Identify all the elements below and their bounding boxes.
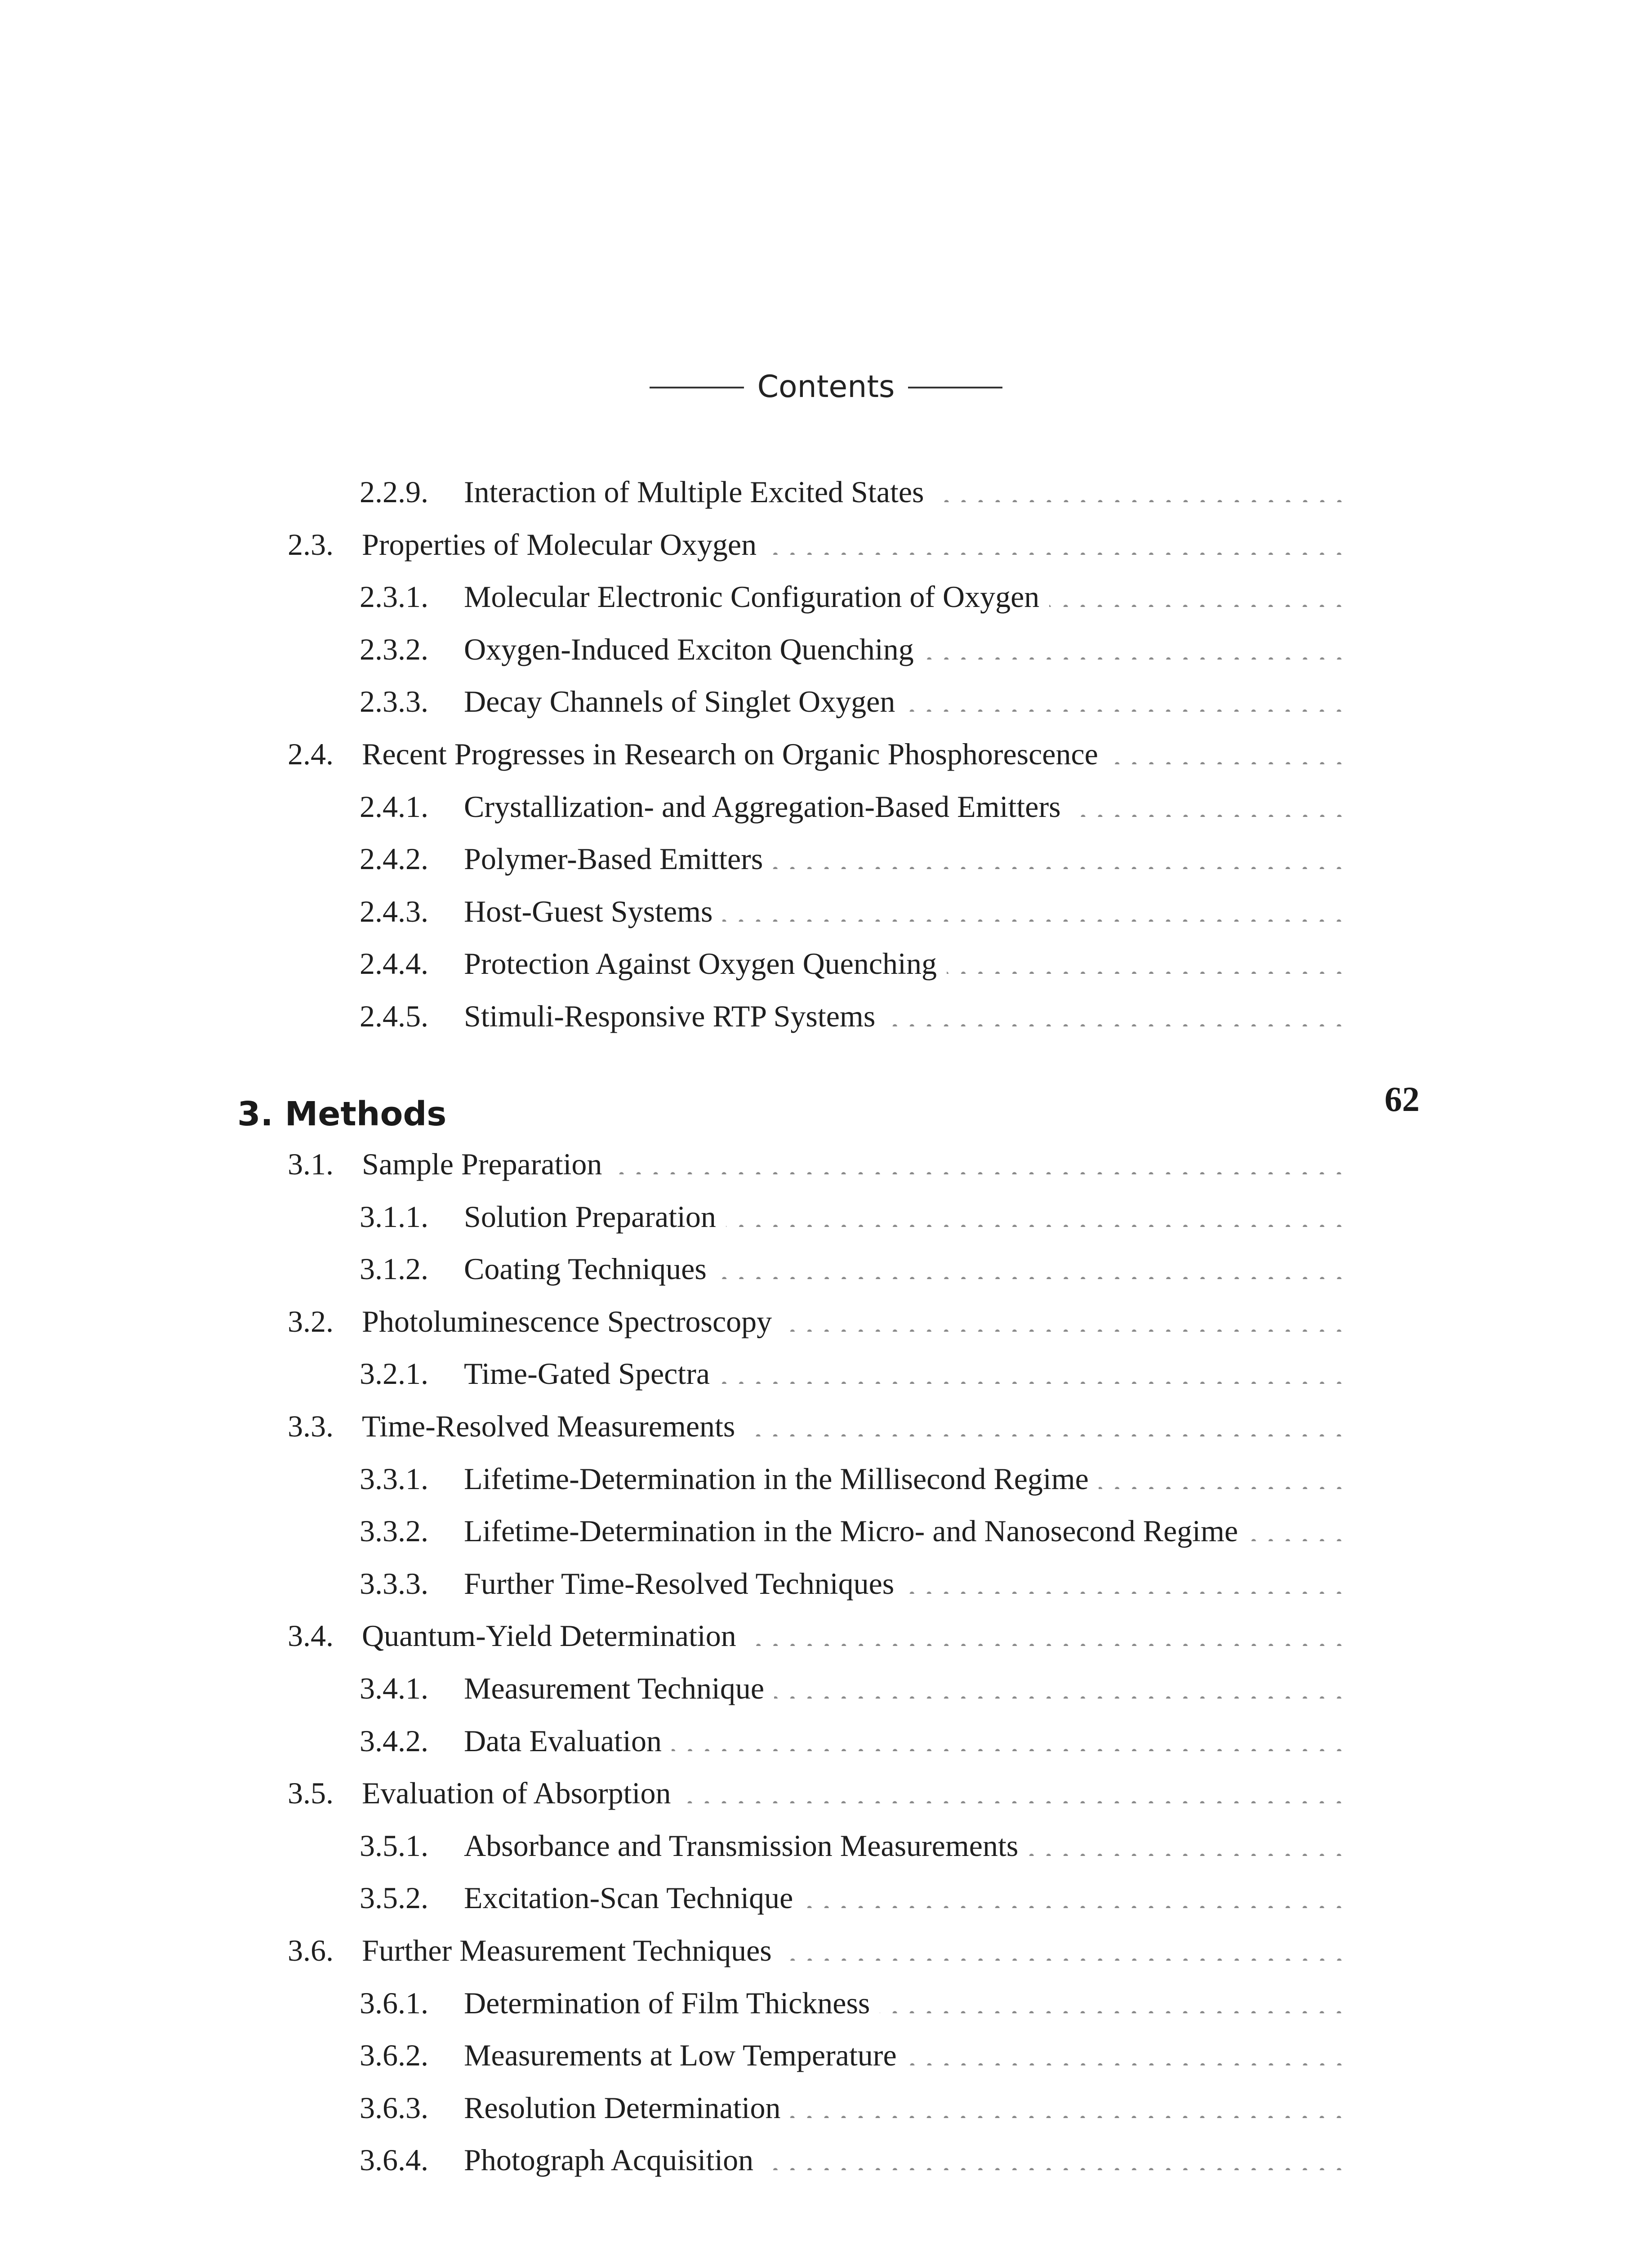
toc-entry-title: Decay Channels of Singlet Oxygen <box>464 684 895 719</box>
toc-entry-number: 2.3.3. <box>360 684 428 719</box>
toc-entry[interactable] <box>360 632 1348 677</box>
dot-leader <box>672 1724 1348 1751</box>
dot-leader <box>717 1252 1348 1279</box>
chapter-title: Methods <box>285 1095 447 1133</box>
chapter-page-number: 62 <box>1385 1079 1420 1119</box>
toc-entry-title: Absorbance and Transmission Measurements <box>464 1828 1019 1863</box>
toc-entry-title: Lifetime-Determination in the Millisecond Regime <box>464 1461 1089 1496</box>
toc-entry-title: Excitation-Scan Technique <box>464 1881 793 1915</box>
toc-entry-number: 3.4.1. <box>360 1671 428 1705</box>
toc-entry[interactable] <box>360 684 1348 729</box>
dot-leader <box>905 685 1348 712</box>
toc-entry[interactable] <box>288 1409 1348 1454</box>
toc-entry-title: Properties of Molecular Oxygen <box>362 527 757 562</box>
dot-leader <box>904 1567 1348 1594</box>
running-header-title: Contents <box>757 369 895 405</box>
dot-leader <box>726 1200 1348 1227</box>
dot-leader <box>880 1986 1348 2013</box>
toc-entry-number: 3.3.3. <box>360 1566 428 1601</box>
toc-entry-number: 2.4.5. <box>360 999 428 1033</box>
toc-entry[interactable] <box>360 1461 1348 1506</box>
dot-leader <box>907 2038 1348 2065</box>
toc-entry-title: Coating Techniques <box>464 1252 707 1286</box>
toc-entry[interactable] <box>360 946 1348 991</box>
dot-leader <box>746 1619 1348 1646</box>
toc-entry[interactable] <box>360 1199 1348 1244</box>
toc-entry-title: Crystallization- and Aggregation-Based Emitters <box>464 789 1061 824</box>
toc-entry-title: Polymer-Based Emitters <box>464 842 763 876</box>
toc-entry[interactable] <box>360 474 1348 519</box>
dot-leader <box>947 947 1348 974</box>
toc-entry[interactable] <box>288 1775 1348 1820</box>
dot-leader <box>774 1672 1348 1699</box>
toc-entry-title: Resolution Determination <box>464 2090 781 2125</box>
toc-entry-number: 3.1.1. <box>360 1199 428 1234</box>
dot-leader <box>924 633 1348 660</box>
toc-entry-number: 3.3.2. <box>360 1514 428 1548</box>
toc-entry-number: 3.5.1. <box>360 1828 428 1863</box>
toc-entry-title: Protection Against Oxygen Quenching <box>464 946 937 981</box>
toc-entry[interactable] <box>360 1671 1348 1716</box>
chapter-heading[interactable] <box>237 1095 446 1133</box>
toc-entry-number: 2.4.2. <box>360 842 428 876</box>
toc-entry[interactable] <box>360 1880 1348 1925</box>
toc-entry[interactable] <box>288 1304 1348 1349</box>
toc-entry-title: Stimuli-Responsive RTP Systems <box>464 999 876 1033</box>
toc-entry-title: Measurement Technique <box>464 1671 765 1705</box>
dot-leader <box>1049 580 1348 607</box>
toc-entry-number: 3.3. <box>288 1409 334 1443</box>
toc-entry[interactable] <box>288 736 1348 781</box>
toc-entry[interactable] <box>288 527 1348 572</box>
toc-entry-number: 3.6. <box>288 1933 334 1967</box>
dot-leader <box>766 528 1348 555</box>
dot-leader <box>773 842 1348 869</box>
dot-leader <box>782 1305 1348 1332</box>
toc-entry-number: 3.4.2. <box>360 1723 428 1758</box>
toc-entry-number: 3.4. <box>288 1619 334 1653</box>
dot-leader <box>612 1147 1348 1174</box>
toc-entry[interactable] <box>360 2038 1348 2083</box>
toc-entry[interactable] <box>360 1251 1348 1296</box>
toc-entry-title: Time-Resolved Measurements <box>362 1409 735 1443</box>
toc-entry-title: Measurements at Low Temperature <box>464 2038 897 2073</box>
toc-entry-number: 3.1. <box>288 1147 334 1181</box>
toc-entry-number: 3.5. <box>288 1776 334 1811</box>
toc-entry[interactable] <box>360 1723 1348 1768</box>
toc-entry[interactable] <box>288 1146 1348 1191</box>
chapter-number: 3. <box>237 1095 273 1133</box>
toc-entry-number: 2.3.2. <box>360 632 428 666</box>
toc-entry-title: Sample Preparation <box>362 1147 602 1181</box>
toc-entry-title: Quantum-Yield Determination <box>362 1619 736 1653</box>
toc-entry-number: 2.4. <box>288 737 334 771</box>
dot-leader <box>1071 790 1348 817</box>
toc-entry-number: 2.4.3. <box>360 894 428 928</box>
toc-entry-number: 3.5.2. <box>360 1881 428 1915</box>
toc-entry-title: Molecular Electronic Configuration of Oxygen <box>464 580 1040 614</box>
toc-entry-title: Host-Guest Systems <box>464 894 713 928</box>
toc-entry-number: 3.6.1. <box>360 1985 428 2020</box>
toc-entry[interactable] <box>288 1933 1348 1978</box>
toc-entry[interactable] <box>360 1985 1348 2030</box>
toc-entry-number: 2.3. <box>288 527 334 562</box>
toc-entry-number: 3.2. <box>288 1304 334 1338</box>
toc-entry-title: Further Measurement Techniques <box>362 1933 772 1967</box>
dot-leader <box>934 475 1348 502</box>
toc-entry-title: Oxygen-Induced Exciton Quenching <box>464 632 914 666</box>
dot-leader <box>763 2143 1348 2170</box>
dot-leader <box>720 1357 1348 1384</box>
toc-entry-number: 2.4.1. <box>360 789 428 824</box>
toc-entry[interactable] <box>288 1618 1348 1663</box>
dot-leader <box>1028 1829 1348 1856</box>
toc-entry-title: Further Time-Resolved Techniques <box>464 1566 895 1601</box>
dot-leader <box>722 895 1348 922</box>
toc-entry-number: 3.6.2. <box>360 2038 428 2073</box>
toc-entry[interactable] <box>360 579 1348 624</box>
toc-entry-number: 3.1.2. <box>360 1252 428 1286</box>
dot-leader <box>745 1409 1348 1436</box>
toc-entry-title: Data Evaluation <box>464 1723 662 1758</box>
toc-entry-number: 2.3.1. <box>360 580 428 614</box>
toc-entry[interactable] <box>360 1356 1348 1401</box>
toc-entry[interactable] <box>360 1828 1348 1873</box>
toc-entry[interactable] <box>360 2142 1348 2187</box>
toc-entry[interactable] <box>360 999 1348 1044</box>
toc-entry-number: 3.6.4. <box>360 2143 428 2177</box>
toc-entry[interactable] <box>360 2090 1348 2135</box>
toc-entry-title: Evaluation of Absorption <box>362 1776 671 1811</box>
dot-leader <box>885 999 1348 1026</box>
dot-leader <box>1248 1514 1348 1541</box>
dot-leader <box>681 1776 1348 1803</box>
toc-entry[interactable] <box>360 1566 1348 1611</box>
toc-entry-title: Photoluminescence Spectroscopy <box>362 1304 772 1338</box>
dot-leader <box>1099 1462 1348 1489</box>
toc-entry-number: 2.4.4. <box>360 946 428 981</box>
toc-entry-number: 2.2.9. <box>360 475 428 509</box>
toc-entry-title: Interaction of Multiple Excited States <box>464 475 924 509</box>
dot-leader <box>1108 737 1348 764</box>
toc-entry-title: Time-Gated Spectra <box>464 1356 710 1391</box>
toc-entry-title: Lifetime-Determination in the Micro- and Nanosecond Regime <box>464 1514 1238 1548</box>
toc-entry-title: Solution Preparation <box>464 1199 716 1234</box>
dot-leader <box>782 1934 1348 1961</box>
dot-leader <box>790 2091 1348 2118</box>
dot-leader <box>803 1881 1348 1908</box>
toc-entry-title: Photograph Acquisition <box>464 2143 754 2177</box>
toc-entry-number: 3.3.1. <box>360 1461 428 1496</box>
toc-entry[interactable] <box>360 841 1348 886</box>
toc-entry-title: Determination of Film Thickness <box>464 1985 870 2020</box>
toc-entry[interactable] <box>360 789 1348 834</box>
toc-entry[interactable] <box>360 894 1348 939</box>
toc-entry-number: 3.6.3. <box>360 2090 428 2125</box>
toc-entry[interactable] <box>360 1513 1348 1558</box>
toc-entry-number: 3.2.1. <box>360 1356 428 1391</box>
toc-entry-title: Recent Progresses in Research on Organic Phosphorescence <box>362 737 1098 771</box>
